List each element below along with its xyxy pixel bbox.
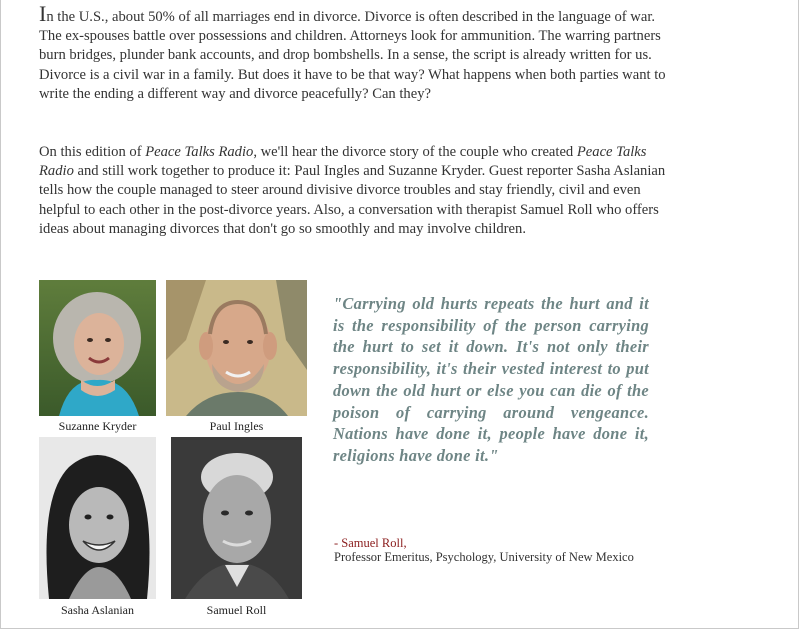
quote-attribution-role: Professor Emeritus, Psychology, University of New Mexico [334,550,634,564]
pull-quote: "Carrying old hurts repeats the hurt and it is the responsibility of the person carrying the hurt to set it down. It's not only their responsibility, it's their vested interest to put down the old hurt or else you can die of the poison of carrying around vengeance. Nations have done it, people have done it, religions have done it." [333,294,649,465]
quote-attribution-name: - Samuel Roll, [334,536,407,550]
episode-text-2: , we'll hear the divorce story of the couple who created [253,144,577,160]
photo-suzanne-kryder [39,280,156,416]
caption-sasha-aslanian: Sasha Aslanian [61,603,134,617]
drop-cap: I [39,1,47,26]
photo-samuel-roll [171,437,302,599]
intro-text: n the U.S., about 50% of all marriages end in divorce. Divorce is often described in the language of war. The ex-spouses battle over possessions and children. Attorneys look for ammunition. The warring partners burn bridges, plunder bank accounts, and drop bombshells. In a sense, the script is already written for us. Divorce is a civil war in a family. But does it have to be that way? What happens when both parties want to write the ending a different way and divorce peacefully? Can they? [39,9,666,102]
caption-samuel-roll: Samuel Roll [206,603,267,617]
show-name-1: Peace Talks Radio [145,144,254,160]
show-name-2: Peace Talks Radio [39,144,647,180]
intro-paragraph [39,1,671,104]
episode-text-3: and still work together to produce it: Paul Ingles and Suzanne Kryder. Guest reporter Sasha Aslanian tells how the couple managed to steer around divisive divorce troubles and stay friendly, civil and even helpful to each other in the post-divorce years. Also, a conversation with therapist Samuel Roll who offers ideas about managing divorces that don't go so smoothly and may involve children. [39,163,666,237]
episode-paragraph [39,143,675,239]
caption-paul-ingles: Paul Ingles [209,419,264,433]
episode-text-1: On this edition of [39,144,146,160]
caption-suzanne-kryder: Suzanne Kryder [58,419,137,433]
photo-paul-ingles [166,280,307,416]
photo-sasha-aslanian [39,437,156,599]
